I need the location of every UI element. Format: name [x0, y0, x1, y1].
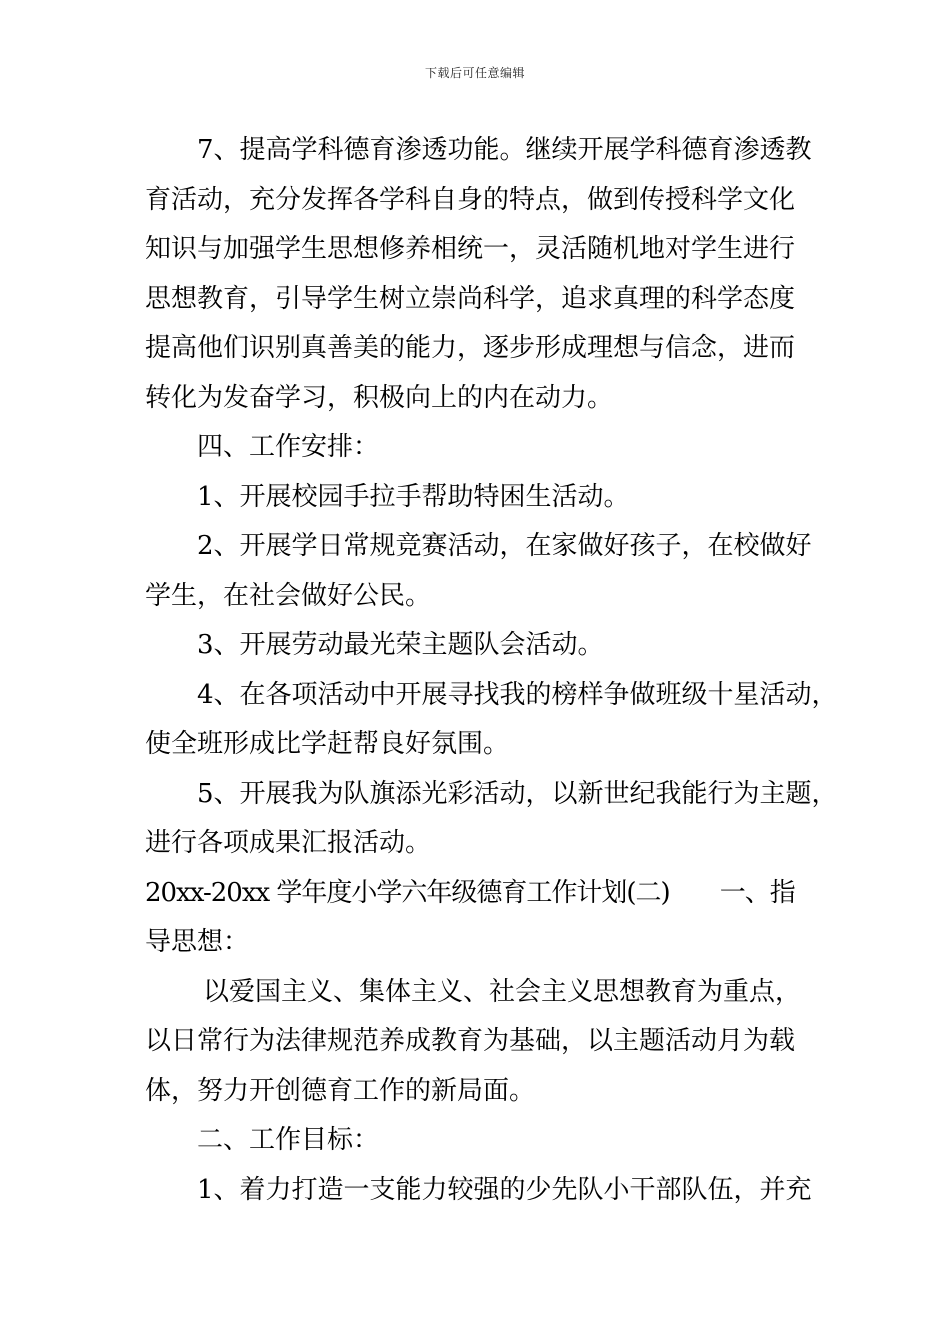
text-line: 以爱国主义、集体主义、社会主义思想教育为重点，: [203, 976, 802, 1007]
text-line: 4、在各项活动中开展寻找我的榜样争做班级十星活动，: [197, 679, 838, 710]
text-line: 知识与加强学生思想修养相统一，灵活随机地对学生进行: [145, 234, 796, 264]
text-line: 7、提高学科德育渗透功能。继续开展学科德育渗透教: [197, 135, 812, 165]
page-header-note: 下载后可任意编辑: [424, 66, 525, 80]
plan-title-line: 20xx-20xx 学年度小学六年级德育工作计划(二) 一、指: [145, 877, 795, 908]
text-line: 体，努力开创德育工作的新局面。: [145, 1075, 536, 1106]
text-line: 1、着力打造一支能力较强的少先队小干部队伍，并充: [197, 1174, 812, 1205]
text-line: 以日常行为法律规范养成教育为基础，以主题活动月为载: [145, 1026, 796, 1056]
text-line: 3、开展劳动最光荣主题队会活动。: [197, 630, 604, 660]
section-heading: 二、工作目标：: [197, 1125, 380, 1155]
text-line: 育活动，充分发挥各学科自身的特点，做到传授科学文化: [145, 184, 796, 215]
text-line: 使全班形成比学赶帮良好氛围。: [145, 729, 510, 759]
text-line: 提高他们识别真善美的能力，逐步形成理想与信念，进而: [145, 333, 796, 363]
text-line: 思想教育，引导学生树立崇尚科学，追求真理的科学态度: [145, 283, 796, 314]
text-line: 2、开展学日常规竞赛活动，在家做好孩子，在校做好: [197, 531, 812, 561]
section-heading: 四、工作安排：: [197, 432, 380, 462]
text-line: 进行各项成果汇报活动。: [145, 828, 432, 858]
text-line: 转化为发奋学习，积极向上的内在动力。: [145, 382, 614, 413]
text-line: 5、开展我为队旗添光彩活动，以新世纪我能行为主题，: [197, 778, 838, 809]
text-line: 导思想：: [145, 927, 250, 957]
document-body: [145, 126, 838, 1215]
text-line: 学生，在社会做好公民。: [145, 580, 432, 611]
text-line: 1、开展校园手拉手帮助特困生活动。: [197, 481, 630, 512]
